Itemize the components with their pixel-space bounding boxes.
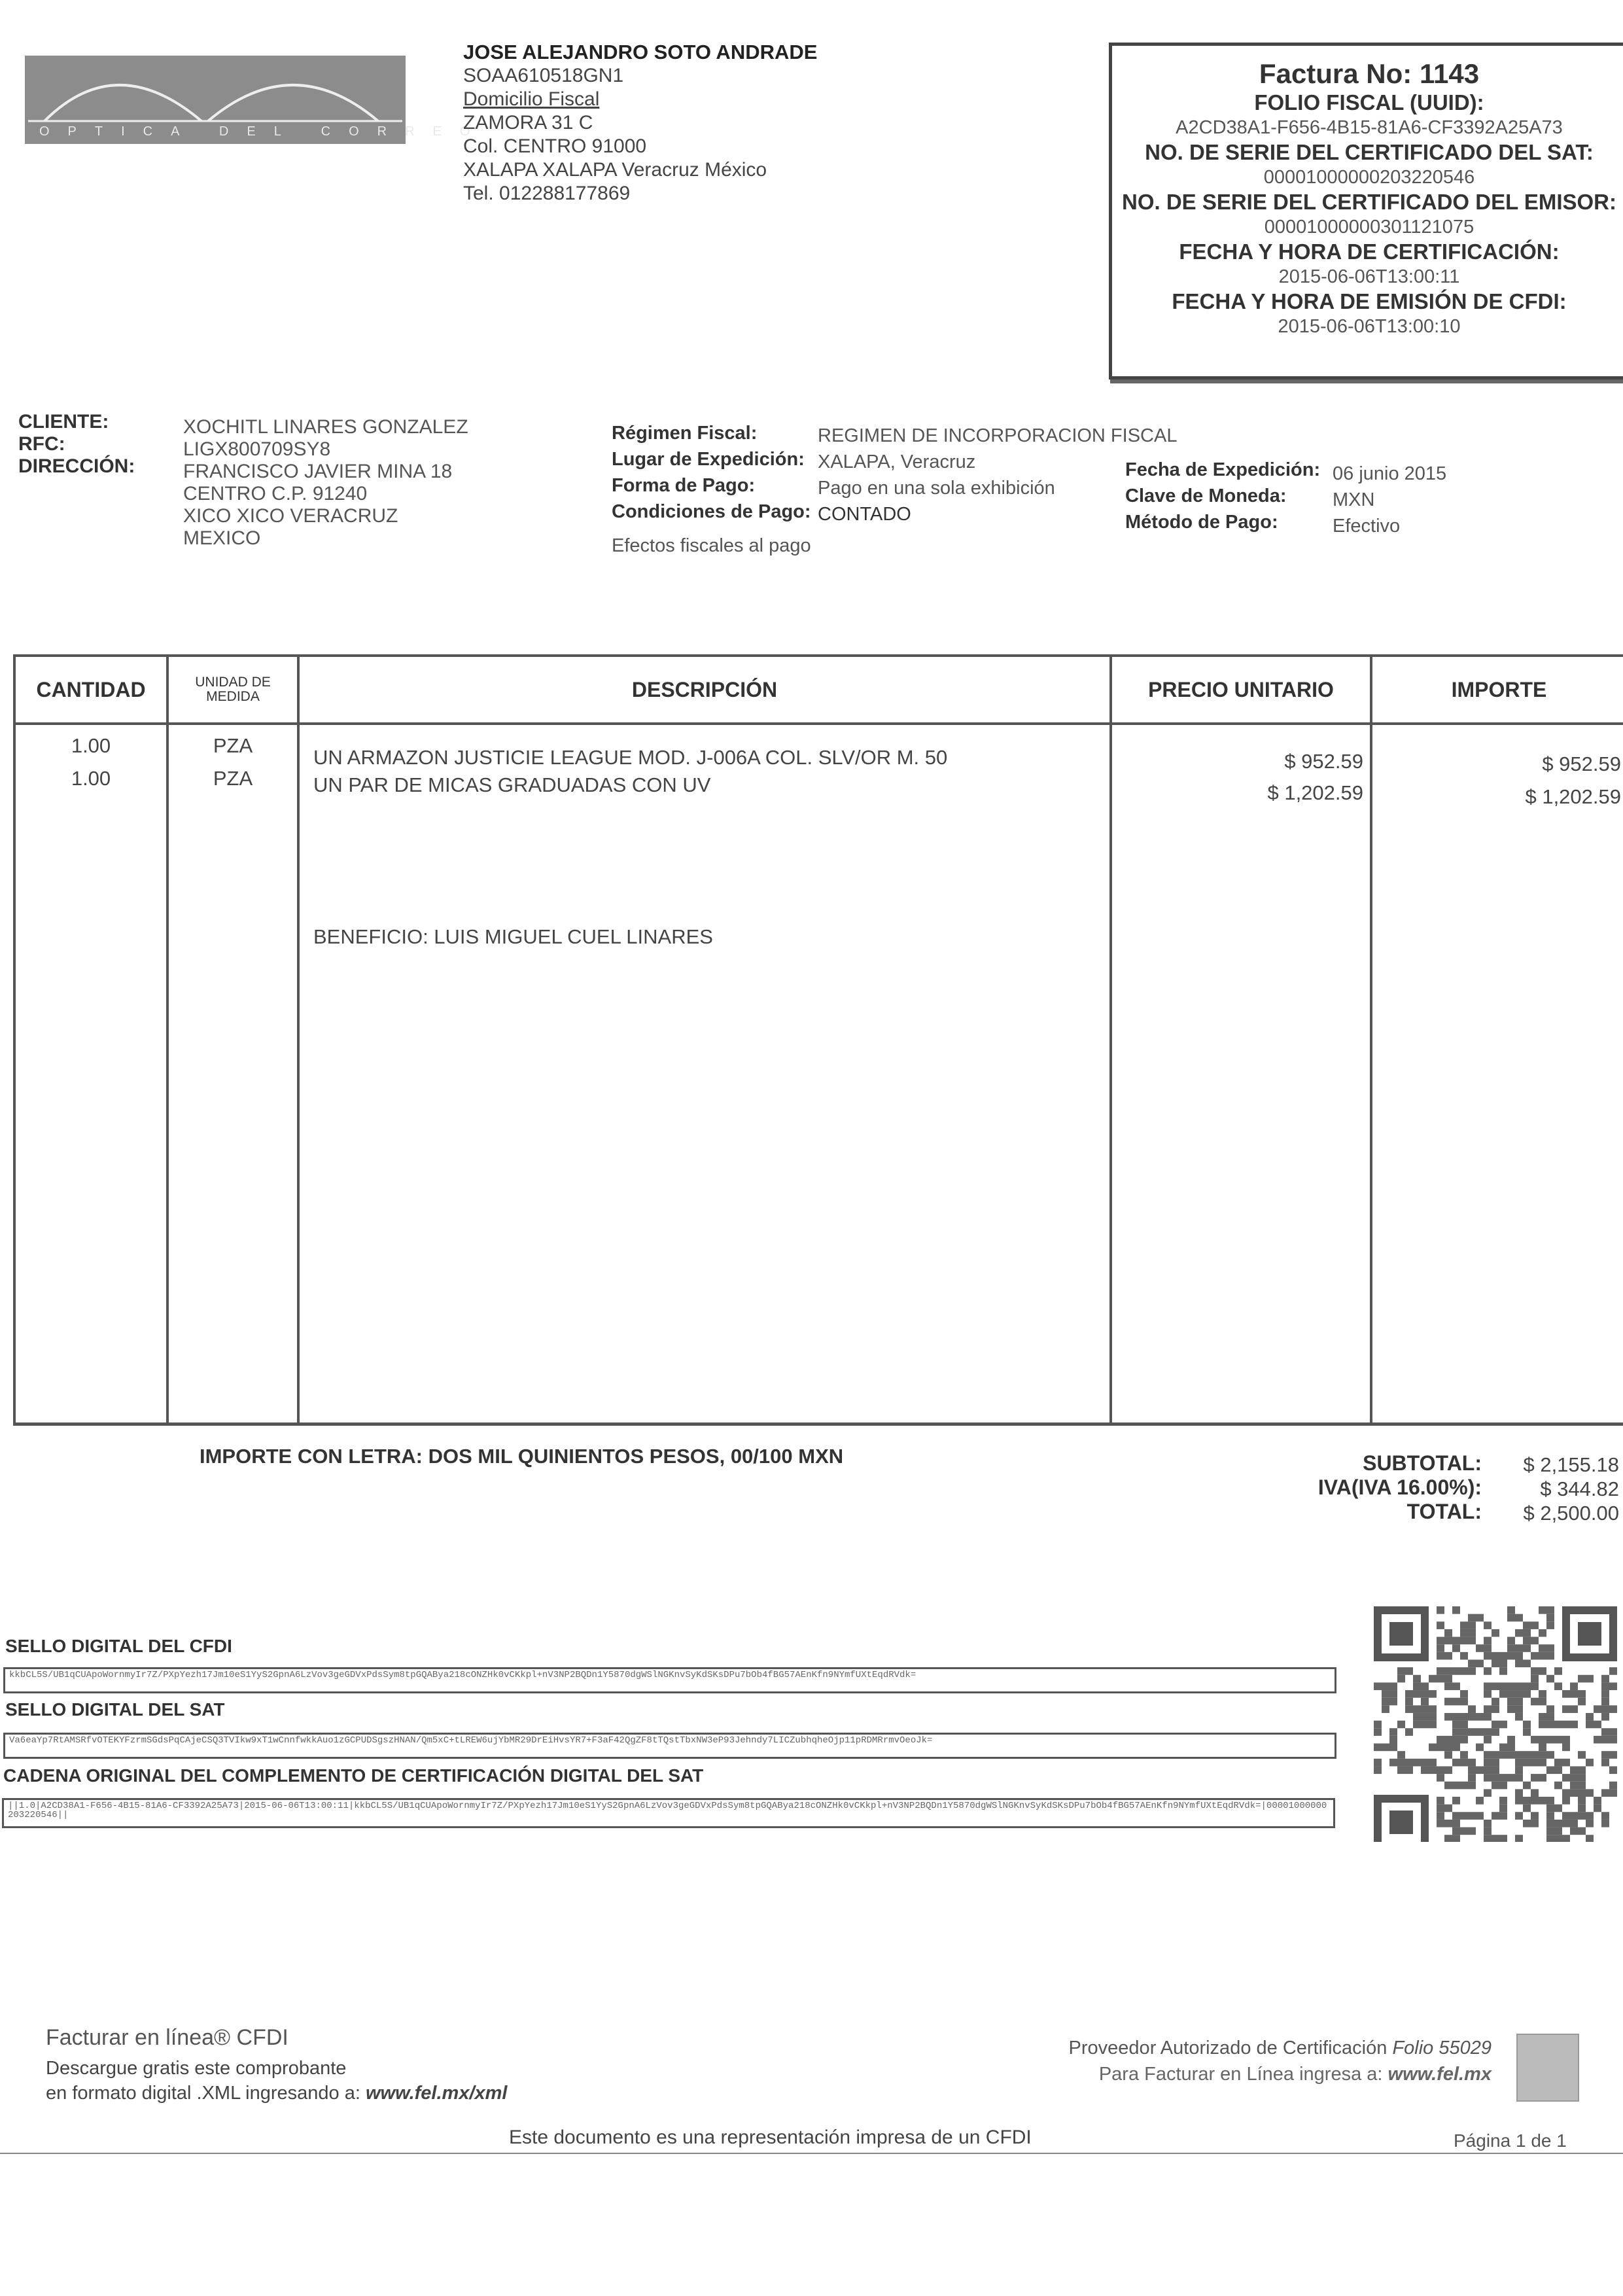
fel-line-2-text: en formato digital .XML ingresando a: bbox=[46, 2083, 366, 2104]
client-address-label: DIRECCIÓN: bbox=[18, 455, 135, 477]
sello-cfdi-label: SELLO DIGITAL DEL CFDI bbox=[5, 1636, 232, 1656]
moneda-label: Clave de Moneda: bbox=[1125, 486, 1287, 506]
client-address-1: FRANCISCO JAVIER MINA 18 bbox=[183, 461, 453, 482]
fiscal-values-right bbox=[1333, 461, 1446, 539]
efectos-fiscales: Efectos fiscales al pago bbox=[612, 535, 811, 556]
header-unidad bbox=[169, 657, 297, 725]
issuer-tel: Tel. 012288177869 bbox=[463, 183, 631, 204]
issuer-serial-value: 00001000000301121075 bbox=[1264, 217, 1475, 238]
invoice-info-box bbox=[1109, 43, 1623, 380]
fiscal-labels bbox=[612, 420, 811, 525]
header-descripcion: DESCRIPCIÓN bbox=[300, 657, 1109, 725]
client-label: CLIENTE: bbox=[18, 411, 109, 433]
row2-cantidad: 1.00 bbox=[71, 767, 111, 790]
client-labels bbox=[18, 411, 135, 478]
pac-line-1-text: Proveedor Autorizado de Certificación bbox=[1068, 2038, 1393, 2058]
emission-date-label: FECHA Y HORA DE EMISIÓN DE CFDI: bbox=[1172, 289, 1567, 313]
metodo-value: Efectivo bbox=[1333, 516, 1401, 537]
row2-importe: $ 1,202.59 bbox=[1525, 785, 1621, 808]
pac-line-2 bbox=[1021, 2061, 1492, 2087]
client-address-2: CENTRO C.P. 91240 bbox=[183, 483, 368, 504]
fecha-label: Fecha de Expedición: bbox=[1125, 459, 1321, 480]
moneda-value: MXN bbox=[1333, 489, 1375, 510]
header-precio: PRECIO UNITARIO bbox=[1112, 657, 1370, 725]
iva-value: $ 344.82 bbox=[1540, 1477, 1619, 1500]
representation-note: Este documento es una representación impresa de un CFDI bbox=[509, 2127, 1032, 2148]
issuer-rfc: SOAA610518GN1 bbox=[463, 65, 624, 86]
fel-line-2 bbox=[46, 2081, 507, 2106]
sat-seal-icon bbox=[1516, 2034, 1579, 2102]
total-label: TOTAL: bbox=[1406, 1500, 1482, 1523]
sat-serial-value: 00001000000203220546 bbox=[1263, 167, 1475, 188]
pac-folio: Folio 55029 bbox=[1392, 2038, 1492, 2058]
metodo-label: Método de Pago: bbox=[1125, 512, 1278, 533]
column-divider bbox=[297, 657, 300, 1422]
header-importe: IMPORTE bbox=[1372, 657, 1623, 725]
fel-xml-link[interactable]: www.fel.mx/xml bbox=[365, 2083, 508, 2104]
client-values bbox=[183, 416, 468, 550]
client-rfc: LIGX800709SY8 bbox=[183, 438, 331, 460]
qr-code-icon bbox=[1374, 1606, 1617, 1842]
issuer-domicilio-label: Domicilio Fiscal bbox=[463, 88, 600, 110]
row1-precio: $ 952.59 bbox=[1284, 750, 1363, 773]
row1-descripcion: UN ARMAZON JUSTICIE LEAGUE MOD. J-006A COL. SLV/OR M. 50 bbox=[313, 746, 948, 769]
regimen-value: REGIMEN DE INCORPORACION FISCAL bbox=[818, 425, 1178, 446]
totals-values bbox=[1492, 1453, 1619, 1525]
issuer-street: ZAMORA 31 C bbox=[463, 112, 593, 133]
subtotal-label: SUBTOTAL: bbox=[1363, 1451, 1482, 1475]
total-value: $ 2,500.00 bbox=[1523, 1502, 1619, 1525]
row1-importe: $ 952.59 bbox=[1542, 752, 1621, 775]
fiscal-labels-right bbox=[1125, 457, 1320, 535]
sello-sat-value: Va6eaYp7RtAMSRfvOTEKYFzrmSGdsPqCAjeCSQ3TVIkw9xT1wCnnfwkkAuo1zGCPUDSgszHNAN/Qm5xC+tLREW6ujYbMR29DrEiHvsYR7+F3aF42QgZF8tTQstTbxNW3eP93Jehndy7LICZubhqheOjp11pRDMRrmvOeoJk= bbox=[3, 1733, 1336, 1759]
client-address-4: MEXICO bbox=[183, 527, 261, 549]
bottom-divider bbox=[0, 2153, 1623, 2154]
iva-label: IVA(IVA 16.00%): bbox=[1318, 1475, 1482, 1499]
pac-line-2-text: Para Facturar en Línea ingresa a: bbox=[1098, 2064, 1388, 2085]
header-cantidad: CANTIDAD bbox=[16, 657, 166, 725]
condiciones-value: CONTADO bbox=[818, 504, 911, 525]
fel-title: Facturar en línea® CFDI bbox=[46, 2025, 288, 2050]
client-name: XOCHITL LINARES GONZALEZ bbox=[183, 416, 468, 438]
amount-in-words: IMPORTE CON LETRA: DOS MIL QUINIENTOS PESOS, 00/100 MXN bbox=[200, 1445, 844, 1468]
lugar-value: XALAPA, Veracruz bbox=[818, 451, 976, 472]
regimen-label: Régimen Fiscal: bbox=[612, 423, 758, 444]
issuer-serial-label: NO. DE SERIE DEL CERTIFICADO DEL EMISOR: bbox=[1121, 190, 1617, 214]
row1-cantidad: 1.00 bbox=[71, 734, 111, 757]
fecha-value: 06 junio 2015 bbox=[1333, 463, 1447, 484]
issuer-colonia: Col. CENTRO 91000 bbox=[463, 135, 647, 157]
header-unidad-line2: MEDIDA bbox=[206, 689, 260, 704]
sello-cfdi-value: kkbCL5S/UB1qCUApoWornmyIr7Z/PXpYezh17Jm10eS1YyS2GpnA6LzVov3geGDVxPdsSym8tpGQABya218cONZHk0vCKkpl+nV3NP2BQDn1Y5870dgWSlNGKnvSyKdSKsDPu7bOb4fBG57AEnKfn9NYmfUXtEqdRVdk= bbox=[3, 1667, 1336, 1693]
logo-text: OPTICA DEL CORREO bbox=[39, 124, 489, 139]
row2-descripcion: UN PAR DE MICAS GRADUADAS CON UV bbox=[313, 773, 711, 796]
sat-serial-label: NO. DE SERIE DEL CERTIFICADO DEL SAT: bbox=[1145, 140, 1594, 164]
qr-code bbox=[1374, 1606, 1617, 1842]
emission-date-value: 2015-06-06T13:00:10 bbox=[1278, 316, 1461, 337]
fel-footer bbox=[46, 2025, 507, 2106]
pac-line-1 bbox=[1021, 2035, 1492, 2061]
cadena-original-label: CADENA ORIGINAL DEL COMPLEMENTO DE CERTIFICACIÓN DIGITAL DEL SAT bbox=[3, 1765, 704, 1786]
issuer-city: XALAPA XALAPA Veracruz México bbox=[463, 159, 767, 181]
row2-unidad: PZA bbox=[213, 767, 253, 790]
cert-date-label: FECHA Y HORA DE CERTIFICACIÓN: bbox=[1179, 239, 1560, 264]
row1-unidad: PZA bbox=[213, 734, 253, 757]
fel-link[interactable]: www.fel.mx bbox=[1387, 2064, 1492, 2085]
items-table bbox=[13, 654, 1623, 1426]
client-address-3: XICO XICO VERACRUZ bbox=[183, 505, 398, 527]
forma-label: Forma de Pago: bbox=[612, 475, 756, 496]
lugar-label: Lugar de Expedición: bbox=[612, 449, 805, 470]
condiciones-label: Condiciones de Pago: bbox=[612, 501, 811, 522]
issuer-name: JOSE ALEJANDRO SOTO ANDRADE bbox=[463, 41, 818, 63]
cert-date-value: 2015-06-06T13:00:11 bbox=[1278, 266, 1460, 287]
subtotal-value: $ 2,155.18 bbox=[1523, 1453, 1619, 1476]
folio-label: FOLIO FISCAL (UUID): bbox=[1254, 90, 1484, 115]
header-unidad-line1: UNIDAD DE bbox=[195, 675, 271, 690]
fiscal-values bbox=[818, 423, 1177, 527]
fel-line-1: Descargue gratis este comprobante bbox=[46, 2058, 347, 2079]
invoice-number: Factura No: 1143 bbox=[1259, 58, 1480, 89]
beneficio-note: BENEFICIO: LUIS MIGUEL CUEL LINARES bbox=[313, 925, 713, 948]
client-rfc-label: RFC: bbox=[18, 433, 65, 455]
sello-sat-label: SELLO DIGITAL DEL SAT bbox=[5, 1699, 225, 1720]
row2-precio: $ 1,202.59 bbox=[1267, 781, 1363, 804]
folio-value: A2CD38A1-F656-4B15-81A6-CF3392A25A73 bbox=[1176, 117, 1563, 138]
issuer-block bbox=[463, 41, 817, 205]
totals-labels bbox=[1243, 1451, 1482, 1524]
pac-footer bbox=[1021, 2035, 1492, 2087]
page-number: Página 1 de 1 bbox=[1454, 2130, 1567, 2151]
cadena-original-value: ||1.0|A2CD38A1-F656-4B15-81A6-CF3392A25A73|2015-06-06T13:00:11|kkbCL5S/UB1qCUApoWornmyIr7Z/PXpYezh17Jm10eS1YyS2GpnA6LzVov3geGDVxPdsSym8tpGQABya218cONZHk0vCKkpl+nV3NP2BQDn1Y5870dgWSlNGKnvSyKdSKsDPu7bOb4fBG57AEnKfn9NYmfUXtEqdRVdk=|00001000000203220546|| bbox=[2, 1798, 1335, 1828]
forma-value: Pago en una sola exhibición bbox=[818, 478, 1055, 499]
